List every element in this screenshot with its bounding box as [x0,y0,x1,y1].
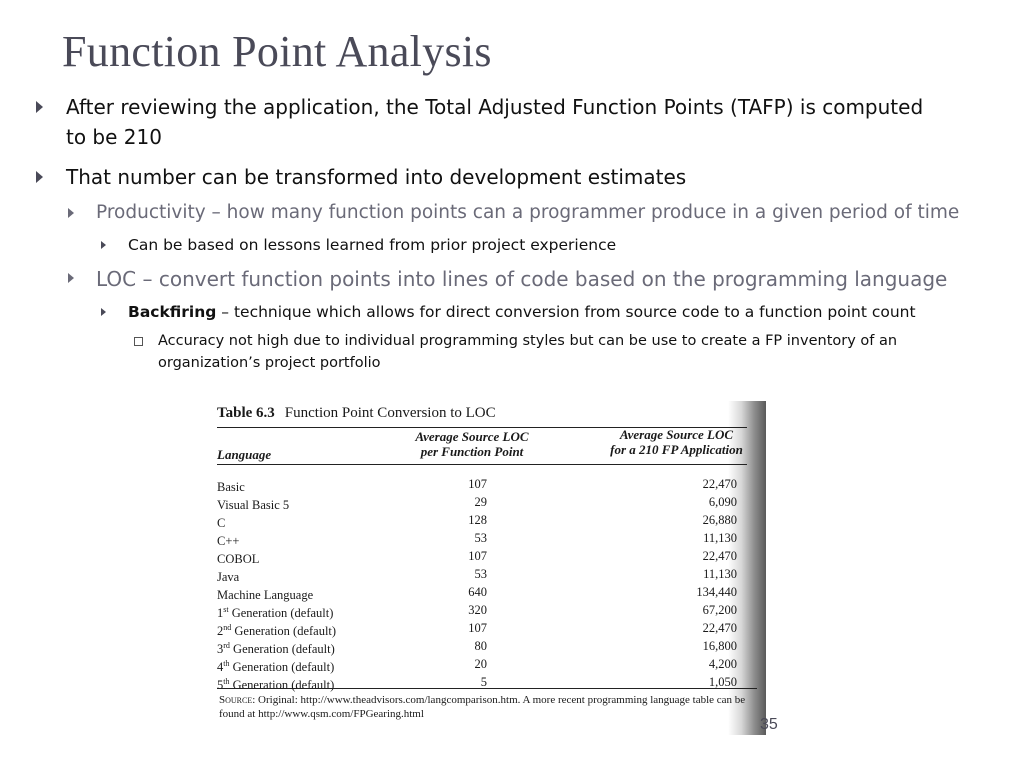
bullet-text: That number can be transformed into development estimates [66,165,687,189]
bullet-triangle-icon [68,208,74,218]
table-caption [217,405,496,422]
cell-loc-per-fp: 53 [474,531,487,545]
bullet-text-line1: After reviewing the application, the Total Adjusted Function Points (TAFP) is computed [66,95,924,119]
bullet-text: Can be based on lessons learned from prior project experience [128,236,617,254]
table-bottom-rule [217,688,757,689]
bullet-square-icon [134,337,143,346]
cell-loc-per-fp: 107 [468,549,487,563]
cell-loc-per-fp: 320 [468,603,487,617]
cell-loc-per-fp: 5 [480,675,487,689]
cell-language: Machine Language [217,588,314,603]
cell-loc-210: 1,050 [708,675,737,689]
source-text: Original: http://www.theadvisors.com/langcomparison.htm. A more recent programming language table can be found at http://www.qsm.com/FPGearing.html [219,694,746,720]
cell-loc-210: 6,090 [708,495,737,509]
cell-loc-per-fp: 53 [474,567,487,581]
bullet-backfiring [101,301,916,323]
cell-loc-210: 134,440 [696,585,737,599]
header-line: Average Source LOC [415,429,529,444]
bullet-triangle-icon [101,241,106,249]
cell-loc-210: 4,200 [708,657,737,671]
cell-language: 1st Generation (default) [217,605,334,621]
cell-language: COBOL [217,552,260,567]
table-row [217,619,737,637]
bullet-text-line1: Accuracy not high due to individual programming styles but can be use to create a FP inventory of an [158,333,898,349]
cell-loc-210: 16,800 [702,639,737,653]
cell-language: 5th Generation (default) [217,677,335,693]
cell-loc-210: 22,470 [702,549,737,563]
scanned-table-image [197,401,766,735]
cell-language: 4th Generation (default) [217,659,335,675]
bullet-triangle-icon [101,308,106,316]
cell-loc-210: 11,130 [703,567,737,581]
bullet-text-line2: to be 210 [66,125,162,149]
cell-loc-210: 67,200 [702,603,737,617]
table-source-note [219,693,749,721]
table-row [217,529,737,547]
source-label: Source: [219,694,256,706]
header-loc-per-fp [392,429,552,459]
cell-language: C++ [217,534,240,549]
page-number: 35 [760,716,778,733]
bullet-text-rest: – technique which allows for direct conversion from source code to a function point count [216,303,916,321]
bullet-loc [68,265,947,293]
bullet-text: Productivity – how many function points can a programmer produce in a given period of time [96,202,960,223]
bullet-lessons-learned [101,234,616,256]
bullet-text: LOC – convert function points into lines of code based on the programming language [96,267,948,291]
cell-loc-210: 26,880 [702,513,737,527]
cell-loc-per-fp: 640 [468,585,487,599]
cell-language: 2nd Generation (default) [217,623,337,639]
bullet-text [158,330,897,374]
cell-loc-per-fp: 107 [468,477,487,491]
header-loc-210 [589,427,764,457]
bullet-tafp [36,92,966,152]
bullet-triangle-icon [36,101,43,113]
table-row [217,655,737,673]
table-row [217,511,737,529]
cell-loc-210: 22,470 [702,477,737,491]
cell-language: 3rd Generation (default) [217,641,335,657]
bullet-triangle-icon [68,273,74,283]
cell-loc-per-fp: 80 [474,639,487,653]
header-line: for a 210 FP Application [610,442,743,457]
table-row [217,583,737,601]
table-row [217,601,737,619]
cell-loc-per-fp: 29 [474,495,487,509]
cell-loc-per-fp: 128 [468,513,487,527]
bullet-text [128,301,916,323]
table-caption-text: Function Point Conversion to LOC [284,405,496,421]
cell-language: Visual Basic 5 [217,498,290,513]
bullet-text [66,92,923,152]
bullet-development-estimates [36,162,686,192]
table-row [217,565,737,583]
bullet-bold-term: Backfiring [128,303,217,321]
cell-language: Basic [217,480,245,495]
bullet-accuracy [134,330,934,374]
cell-loc-per-fp: 20 [474,657,487,671]
cell-loc-210: 22,470 [702,621,737,635]
header-language: Language [217,447,272,462]
cell-language: Java [217,570,240,585]
cell-loc-per-fp: 107 [468,621,487,635]
slide-title: Function Point Analysis [62,27,492,76]
table-row [217,637,737,655]
table-body [217,475,737,691]
cell-language: C [217,516,226,531]
table-row [217,547,737,565]
bullet-productivity [68,200,959,226]
header-line: Average Source LOC [619,427,734,442]
table-row [217,493,737,511]
table-header-rule [217,464,747,465]
bullet-text-line2: organization’s project portfolio [158,355,381,371]
table-label: Table 6.3 [217,405,275,421]
bullet-triangle-icon [36,171,43,183]
header-line: per Function Point [420,444,524,459]
table-row [217,475,737,493]
cell-loc-210: 11,130 [703,531,737,545]
